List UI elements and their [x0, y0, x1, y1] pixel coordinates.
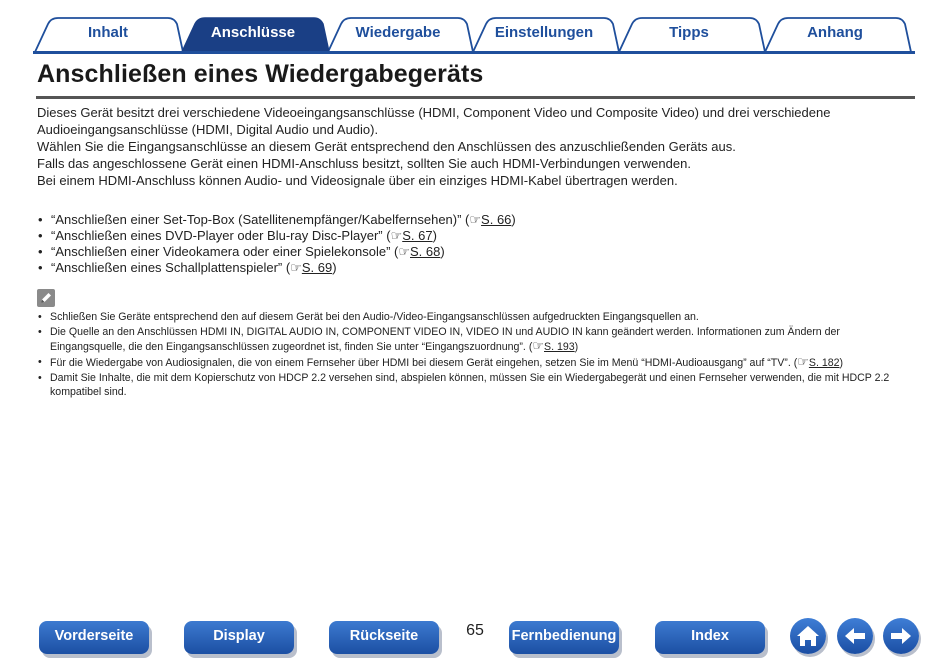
front-panel-button[interactable]: Vorderseite — [39, 621, 149, 654]
remote-control-button[interactable]: Fernbedienung — [509, 621, 619, 654]
tab-bar — [0, 0, 950, 56]
page-reference-icon[interactable]: ☞ — [797, 354, 809, 369]
connection-link-list — [37, 212, 917, 276]
list-item — [37, 228, 917, 244]
link-close: ) — [432, 228, 437, 243]
title-divider — [36, 96, 915, 99]
tab-anschluesse[interactable]: Anschlüsse — [210, 24, 296, 41]
page-reference-link[interactable]: S. 182 — [808, 357, 840, 369]
home-icon[interactable] — [790, 618, 826, 654]
link-close: ) — [332, 260, 337, 275]
intro-paragraph: Bei einem HDMI-Anschluss können Audio- und Videosignale über ein einziges HDMI-Kabel übertragen werden. — [37, 173, 678, 188]
note-text: Für die Wiedergabe von Audiosignalen, die von einem Fernseher über HDMI bei diesem Gerät eingehen, setzen Sie im Menü “HDMI-Audioausgang” auf “TV”. ( — [50, 357, 798, 369]
home-icon-graphic — [790, 618, 826, 654]
index-button[interactable]: Index — [655, 621, 765, 654]
arrow-right-icon[interactable] — [883, 618, 919, 654]
link-text: “Anschließen einer Videokamera oder einer Spielekonsole” ( — [51, 244, 399, 259]
tab-inhalt[interactable]: Inhalt — [88, 24, 128, 41]
page-reference-link[interactable]: S. 193 — [544, 341, 575, 353]
arrow-left-icon-graphic — [837, 618, 873, 654]
note-close: ) — [574, 341, 579, 353]
note-item — [37, 310, 907, 324]
arrow-left-icon[interactable] — [837, 618, 873, 654]
link-close: ) — [511, 212, 516, 227]
link-text: “Anschließen einer Set-Top-Box (Satellitenempfänger/Kabelfernsehen)” ( — [51, 212, 470, 227]
link-text: “Anschließen eines Schallplattenspieler” ( — [51, 260, 291, 275]
intro-paragraph: Dieses Gerät besitzt drei verschiedene Videoeingangsanschlüsse (HDMI, Component Video und Composite Video) und drei verschiedene Audioeingangsanschlüsse (HDMI, Digital Audio und Audio). — [37, 105, 831, 137]
tab-einstellungen[interactable]: Einstellungen — [494, 24, 594, 41]
rear-panel-button[interactable]: Rückseite — [329, 621, 439, 654]
link-text: “Anschließen eines DVD-Player oder Blu-ray Disc-Player” ( — [51, 228, 391, 243]
page-reference-link[interactable]: S. 68 — [410, 244, 441, 259]
page-reference-link[interactable]: S. 67 — [402, 228, 433, 243]
intro-text — [37, 104, 917, 189]
note-item — [37, 325, 907, 354]
note-item — [37, 355, 907, 370]
page-reference-link[interactable]: S. 69 — [301, 260, 333, 275]
page-title: Anschließen eines Wiedergabegeräts — [37, 60, 484, 88]
list-item — [37, 244, 917, 260]
intro-paragraph: Wählen Sie die Eingangsanschlüsse an diesem Gerät entsprechend den Anschlüssen des anzuschließenden Geräts aus. — [37, 139, 736, 154]
page-reference-link[interactable]: S. 66 — [481, 212, 512, 227]
pencil-icon-graphic — [37, 289, 55, 307]
link-close: ) — [440, 244, 445, 259]
tab-bar-baseline — [33, 51, 915, 54]
note-text: Die Quelle an den Anschlüssen HDMI IN, DIGITAL AUDIO IN, COMPONENT VIDEO IN, VIDEO IN und AUDIO IN kann geändert werden. Informationen zum Ändern der Eingangsquelle, die den Eingangsanschlüssen zugeordnet ist, finden Sie unter “Eingangszuordnung”. ( — [50, 326, 840, 353]
tab-tipps[interactable]: Tipps — [669, 24, 709, 41]
note-text: Schließen Sie Geräte entsprechend den auf diesem Gerät bei den Audio-/Video-Eingangsanschlüssen aufgedruckten Eingangsquellen an. — [50, 311, 699, 323]
page-reference-icon[interactable]: ☞ — [398, 244, 410, 259]
list-item — [37, 212, 917, 228]
tab-anhang[interactable]: Anhang — [807, 24, 863, 41]
page-reference-icon[interactable]: ☞ — [469, 212, 482, 227]
intro-paragraph: Falls das angeschlossene Gerät einen HDMI-Anschluss besitzt, sollten Sie auch HDMI-Verbindungen verwenden. — [37, 156, 691, 171]
notes-list — [37, 310, 907, 400]
note-text: Damit Sie Inhalte, die mit dem Kopierschutz von HDCP 2.2 versehen sind, abspielen können, müssen Sie ein Wiedergabegerät und einen Fernseher verwenden, die mit HDCP 2.2 kompatibel sind. — [50, 372, 890, 398]
note-close: ) — [839, 357, 844, 369]
list-item — [37, 260, 917, 276]
page-reference-icon[interactable]: ☞ — [532, 338, 544, 353]
pencil-icon — [37, 289, 55, 307]
note-item — [37, 371, 907, 399]
page-number: 65 — [466, 622, 484, 639]
page-reference-icon[interactable]: ☞ — [290, 260, 302, 275]
display-button[interactable]: Display — [184, 621, 294, 654]
tab-wiedergabe[interactable]: Wiedergabe — [355, 24, 441, 41]
page-reference-icon[interactable]: ☞ — [390, 228, 403, 243]
arrow-right-icon-graphic — [883, 618, 919, 654]
